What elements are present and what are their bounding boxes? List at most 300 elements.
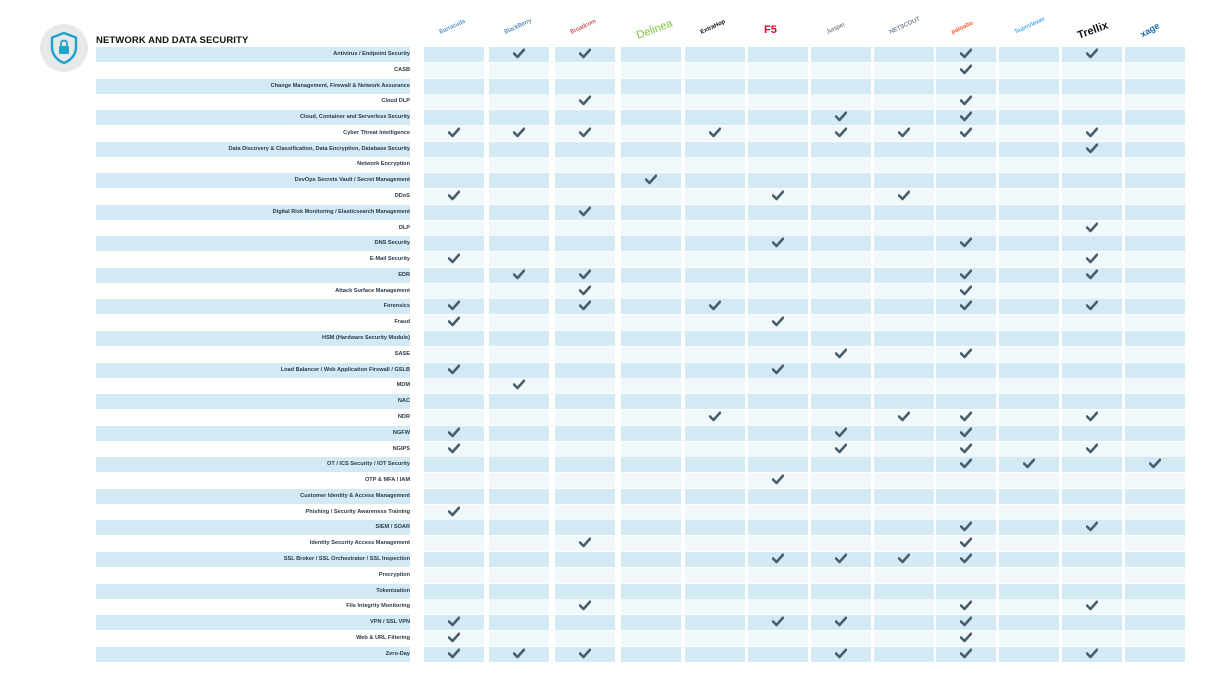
matrix-cell: [748, 189, 808, 204]
matrix-cell: [936, 63, 996, 78]
matrix-cell: [811, 299, 871, 314]
check-icon: [448, 506, 460, 517]
matrix-cell: [748, 173, 808, 188]
matrix-cell: [1062, 157, 1122, 172]
matrix-cell: [1062, 268, 1122, 283]
check-icon: [1023, 458, 1035, 469]
matrix-cell: [621, 299, 681, 314]
check-icon: [960, 458, 972, 469]
table-row: [96, 173, 1186, 188]
matrix-cell: [748, 599, 808, 614]
row-label: Network Encryption: [357, 161, 410, 168]
matrix-cell: [489, 410, 549, 425]
matrix-cell: [424, 221, 484, 236]
row-label: Web & URL Filtering: [356, 634, 410, 641]
check-icon: [772, 474, 784, 485]
check-icon: [579, 537, 591, 548]
row-label: Precryption: [378, 571, 410, 578]
row-label: Cloud, Container and Serverless Security: [96, 110, 410, 125]
matrix-cell: [936, 599, 996, 614]
check-icon: [579, 269, 591, 280]
matrix-cell: [936, 394, 996, 409]
matrix-cell: [811, 347, 871, 362]
matrix-cell: [424, 157, 484, 172]
juniper-logo: Juniper: [825, 21, 847, 36]
matrix-cell: [1062, 599, 1122, 614]
matrix-cell: [999, 252, 1059, 267]
matrix-cell: [936, 520, 996, 535]
matrix-cell: [424, 284, 484, 299]
matrix-cell: [685, 568, 745, 583]
check-icon: [960, 111, 972, 122]
matrix-cell: [999, 394, 1059, 409]
check-icon: [448, 443, 460, 454]
table-row: [96, 536, 1186, 551]
matrix-cell: [1062, 331, 1122, 346]
check-icon: [709, 127, 721, 138]
matrix-cell: [874, 189, 934, 204]
matrix-cell: [1125, 631, 1185, 646]
matrix-cell: [999, 426, 1059, 441]
matrix-cell: [748, 221, 808, 236]
matrix-cell: [874, 157, 934, 172]
matrix-cell: [555, 236, 615, 251]
check-icon: [448, 190, 460, 201]
check-icon: [579, 285, 591, 296]
matrix-cell: [811, 142, 871, 157]
matrix-cell: [999, 457, 1059, 472]
check-icon: [513, 48, 525, 59]
matrix-cell: [555, 505, 615, 520]
delinea-logo: Delinea: [634, 17, 675, 42]
matrix-cell: [811, 631, 871, 646]
matrix-cell: [621, 426, 681, 441]
matrix-cell: [489, 221, 549, 236]
matrix-cell: [999, 63, 1059, 78]
matrix-cell: [936, 284, 996, 299]
check-icon: [960, 300, 972, 311]
table-row: [96, 284, 1186, 299]
matrix-cell: [1062, 631, 1122, 646]
matrix-cell: [555, 599, 615, 614]
check-icon: [448, 632, 460, 643]
matrix-cell: [424, 63, 484, 78]
matrix-cell: [874, 536, 934, 551]
matrix-cell: [685, 347, 745, 362]
check-icon: [579, 206, 591, 217]
matrix-cell: [1062, 520, 1122, 535]
check-icon: [960, 427, 972, 438]
matrix-cell: [424, 599, 484, 614]
matrix-cell: [999, 568, 1059, 583]
matrix-cell: [874, 599, 934, 614]
matrix-cell: [489, 157, 549, 172]
check-icon: [579, 600, 591, 611]
matrix-cell: [874, 47, 934, 62]
matrix-cell: [685, 221, 745, 236]
matrix-cell: [1125, 63, 1185, 78]
matrix-cell: [424, 142, 484, 157]
matrix-cell: [685, 473, 745, 488]
matrix-cell: [936, 442, 996, 457]
matrix-cell: [936, 536, 996, 551]
matrix-cell: [811, 489, 871, 504]
matrix-cell: [874, 631, 934, 646]
matrix-cell: [424, 505, 484, 520]
matrix-cell: [811, 157, 871, 172]
matrix-cell: [555, 489, 615, 504]
matrix-cell: [1125, 442, 1185, 457]
matrix-cell: [874, 442, 934, 457]
matrix-cell: [748, 457, 808, 472]
matrix-cell: [685, 410, 745, 425]
check-icon: [772, 190, 784, 201]
row-label: DNS Security: [96, 236, 410, 251]
matrix-cell: [685, 63, 745, 78]
matrix-cell: [489, 205, 549, 220]
matrix-cell: [685, 110, 745, 125]
row-label: Zero-Day: [96, 647, 410, 662]
check-icon: [1086, 600, 1098, 611]
shield-lock-icon: [48, 31, 80, 65]
check-icon: [772, 237, 784, 248]
matrix-cell: [424, 552, 484, 567]
table-row: [96, 157, 1186, 172]
matrix-cell: [748, 47, 808, 62]
check-icon: [448, 648, 460, 659]
matrix-cell: [874, 94, 934, 109]
row-label: NGFW: [96, 426, 410, 441]
matrix-cell: [1062, 410, 1122, 425]
matrix-cell: [424, 584, 484, 599]
row-label: Fraud: [394, 319, 410, 326]
matrix-cell: [685, 505, 745, 520]
matrix-cell: [811, 79, 871, 94]
matrix-cell: [811, 378, 871, 393]
matrix-cell: [621, 599, 681, 614]
matrix-cell: [685, 552, 745, 567]
matrix-cell: [748, 126, 808, 141]
matrix-cell: [621, 315, 681, 330]
matrix-cell: [621, 221, 681, 236]
matrix-cell: [874, 410, 934, 425]
matrix-cell: [936, 363, 996, 378]
matrix-cell: [1125, 79, 1185, 94]
matrix-cell: [811, 363, 871, 378]
matrix-cell: [555, 284, 615, 299]
matrix-cell: [874, 426, 934, 441]
matrix-cell: [748, 299, 808, 314]
row-label: Data Discovery & Classification, Data Encryption, Database Security: [96, 142, 410, 157]
matrix-cell: [1062, 284, 1122, 299]
matrix-cell: [999, 79, 1059, 94]
matrix-cell: [936, 457, 996, 472]
check-icon: [1086, 222, 1098, 233]
matrix-cell: [685, 615, 745, 630]
matrix-cell: [685, 647, 745, 662]
table-row: [96, 505, 1186, 520]
matrix-cell: [424, 126, 484, 141]
matrix-cell: [874, 331, 934, 346]
matrix-cell: [874, 142, 934, 157]
matrix-cell: [621, 442, 681, 457]
matrix-cell: [621, 236, 681, 251]
matrix-cell: [999, 410, 1059, 425]
matrix-cell: [874, 63, 934, 78]
matrix-cell: [424, 331, 484, 346]
matrix-cell: [685, 331, 745, 346]
table-row: [96, 473, 1186, 488]
table-row: [96, 331, 1186, 346]
matrix-cell: [936, 347, 996, 362]
table-row: [96, 584, 1186, 599]
matrix-cell: [748, 63, 808, 78]
matrix-cell: [1125, 142, 1185, 157]
matrix-cell: [555, 347, 615, 362]
matrix-cell: [1062, 363, 1122, 378]
matrix-cell: [489, 647, 549, 662]
matrix-cell: [621, 331, 681, 346]
matrix-cell: [621, 347, 681, 362]
matrix-cell: [621, 631, 681, 646]
matrix-cell: [748, 315, 808, 330]
matrix-cell: [811, 126, 871, 141]
matrix-cell: [1125, 489, 1185, 504]
matrix-cell: [621, 647, 681, 662]
matrix-cell: [424, 378, 484, 393]
matrix-cell: [811, 410, 871, 425]
matrix-cell: [936, 126, 996, 141]
matrix-cell: [811, 110, 871, 125]
matrix-cell: [811, 47, 871, 62]
matrix-cell: [874, 221, 934, 236]
matrix-cell: [685, 442, 745, 457]
matrix-cell: [748, 536, 808, 551]
matrix-cell: [1062, 442, 1122, 457]
matrix-cell: [489, 284, 549, 299]
matrix-cell: [555, 457, 615, 472]
matrix-cell: [748, 363, 808, 378]
matrix-cell: [1125, 473, 1185, 488]
matrix-cell: [621, 79, 681, 94]
matrix-cell: [748, 552, 808, 567]
matrix-cell: [874, 520, 934, 535]
matrix-cell: [685, 126, 745, 141]
matrix-cell: [489, 378, 549, 393]
matrix-cell: [489, 142, 549, 157]
matrix-cell: [811, 236, 871, 251]
matrix-cell: [874, 647, 934, 662]
matrix-cell: [936, 315, 996, 330]
matrix-cell: [874, 505, 934, 520]
matrix-cell: [685, 520, 745, 535]
matrix-cell: [999, 205, 1059, 220]
matrix-cell: [874, 347, 934, 362]
matrix-cell: [874, 236, 934, 251]
matrix-cell: [811, 63, 871, 78]
matrix-cell: [555, 63, 615, 78]
row-label: DDoS: [394, 193, 410, 200]
row-label: MDM: [396, 382, 410, 389]
matrix-cell: [999, 442, 1059, 457]
check-icon: [579, 300, 591, 311]
matrix-cell: [1125, 157, 1185, 172]
matrix-cell: [489, 505, 549, 520]
xage-logo: xage: [1138, 20, 1162, 40]
matrix-cell: [874, 173, 934, 188]
matrix-cell: [936, 47, 996, 62]
matrix-cell: [555, 331, 615, 346]
matrix-cell: [1125, 110, 1185, 125]
matrix-cell: [811, 189, 871, 204]
check-icon: [898, 553, 910, 564]
row-label: Forensics: [96, 299, 410, 314]
matrix-cell: [874, 394, 934, 409]
shield-badge: [40, 24, 88, 72]
check-icon: [960, 537, 972, 548]
row-label: OTP & MFA / IAM: [364, 477, 410, 484]
check-icon: [513, 648, 525, 659]
matrix-cell: [424, 410, 484, 425]
matrix-cell: [685, 315, 745, 330]
matrix-cell: [489, 457, 549, 472]
matrix-cell: [936, 647, 996, 662]
matrix-cell: [685, 457, 745, 472]
matrix-cell: [748, 142, 808, 157]
matrix-cell: [685, 94, 745, 109]
matrix-cell: [489, 631, 549, 646]
matrix-cell: [555, 442, 615, 457]
check-icon: [513, 379, 525, 390]
row-label: HSM (Hardware Security Module): [96, 331, 410, 346]
check-icon: [898, 127, 910, 138]
matrix-cell: [748, 647, 808, 662]
check-icon: [835, 648, 847, 659]
matrix-cell: [424, 489, 484, 504]
matrix-cell: [685, 536, 745, 551]
matrix-cell: [936, 221, 996, 236]
row-label: SASE: [394, 350, 410, 357]
check-icon: [835, 427, 847, 438]
matrix-cell: [936, 142, 996, 157]
matrix-cell: [811, 520, 871, 535]
matrix-cell: [621, 205, 681, 220]
matrix-cell: [936, 173, 996, 188]
row-label: Cloud DLP: [381, 98, 410, 105]
check-icon: [1086, 648, 1098, 659]
matrix-cell: [999, 284, 1059, 299]
check-icon: [1086, 411, 1098, 422]
matrix-cell: [424, 299, 484, 314]
matrix-cell: [999, 142, 1059, 157]
matrix-cell: [621, 489, 681, 504]
row-label: DLP: [398, 224, 410, 231]
matrix-cell: [424, 315, 484, 330]
matrix-cell: [999, 94, 1059, 109]
barracuda-logo: Barracuda: [438, 18, 467, 36]
matrix-cell: [999, 536, 1059, 551]
matrix-cell: [1125, 520, 1185, 535]
row-label: DevOps Secrets Vault / Secret Management: [96, 173, 410, 188]
matrix-cell: [1125, 221, 1185, 236]
extrahop-logo: ExtraHop: [699, 19, 727, 36]
matrix-cell: [999, 615, 1059, 630]
matrix-cell: [874, 126, 934, 141]
table-row: [96, 47, 1186, 62]
table-row: [96, 394, 1186, 409]
row-label: Antivirus / Endpoint Security: [96, 47, 410, 62]
matrix-cell: [555, 520, 615, 535]
matrix-cell: [1062, 315, 1122, 330]
matrix-cell: [1125, 568, 1185, 583]
matrix-cell: [748, 442, 808, 457]
matrix-cell: [936, 110, 996, 125]
check-icon: [1086, 253, 1098, 264]
matrix-cell: [621, 126, 681, 141]
check-icon: [1086, 521, 1098, 532]
matrix-cell: [621, 63, 681, 78]
matrix-cell: [999, 363, 1059, 378]
matrix-cell: [936, 94, 996, 109]
table-row: [96, 110, 1186, 125]
matrix-cell: [811, 442, 871, 457]
row-label: Cyber Threat Intelligence: [343, 129, 410, 136]
matrix-cell: [489, 315, 549, 330]
matrix-cell: [748, 331, 808, 346]
matrix-cell: [621, 268, 681, 283]
matrix-cell: [1062, 299, 1122, 314]
matrix-cell: [424, 520, 484, 535]
matrix-cell: [621, 457, 681, 472]
matrix-cell: [874, 268, 934, 283]
matrix-cell: [424, 79, 484, 94]
matrix-cell: [1125, 363, 1185, 378]
check-icon: [960, 632, 972, 643]
check-icon: [448, 316, 460, 327]
matrix-cell: [999, 473, 1059, 488]
broadcom-logo: Broadcom: [569, 18, 598, 36]
matrix-cell: [555, 584, 615, 599]
matrix-cell: [1125, 284, 1185, 299]
check-icon: [960, 237, 972, 248]
matrix-cell: [748, 205, 808, 220]
matrix-cell: [685, 489, 745, 504]
matrix-cell: [1062, 584, 1122, 599]
matrix-cell: [621, 189, 681, 204]
row-label: NDR: [397, 413, 410, 420]
matrix-cell: [936, 584, 996, 599]
matrix-cell: [621, 252, 681, 267]
matrix-cell: [999, 584, 1059, 599]
matrix-cell: [555, 299, 615, 314]
matrix-cell: [999, 347, 1059, 362]
matrix-cell: [555, 142, 615, 157]
matrix-cell: [1062, 378, 1122, 393]
matrix-cell: [489, 236, 549, 251]
matrix-cell: [555, 552, 615, 567]
matrix-cell: [1125, 236, 1185, 251]
matrix-cell: [999, 173, 1059, 188]
matrix-cell: [999, 268, 1059, 283]
check-icon: [1149, 458, 1161, 469]
table-row: [96, 315, 1186, 330]
row-label: E-Mail Security: [369, 256, 410, 263]
matrix-cell: [424, 363, 484, 378]
blackberry-logo: BlackBerry: [503, 18, 533, 36]
matrix-cell: [936, 378, 996, 393]
matrix-cell: [685, 205, 745, 220]
row-label: Identity Security Access Management: [309, 540, 410, 547]
